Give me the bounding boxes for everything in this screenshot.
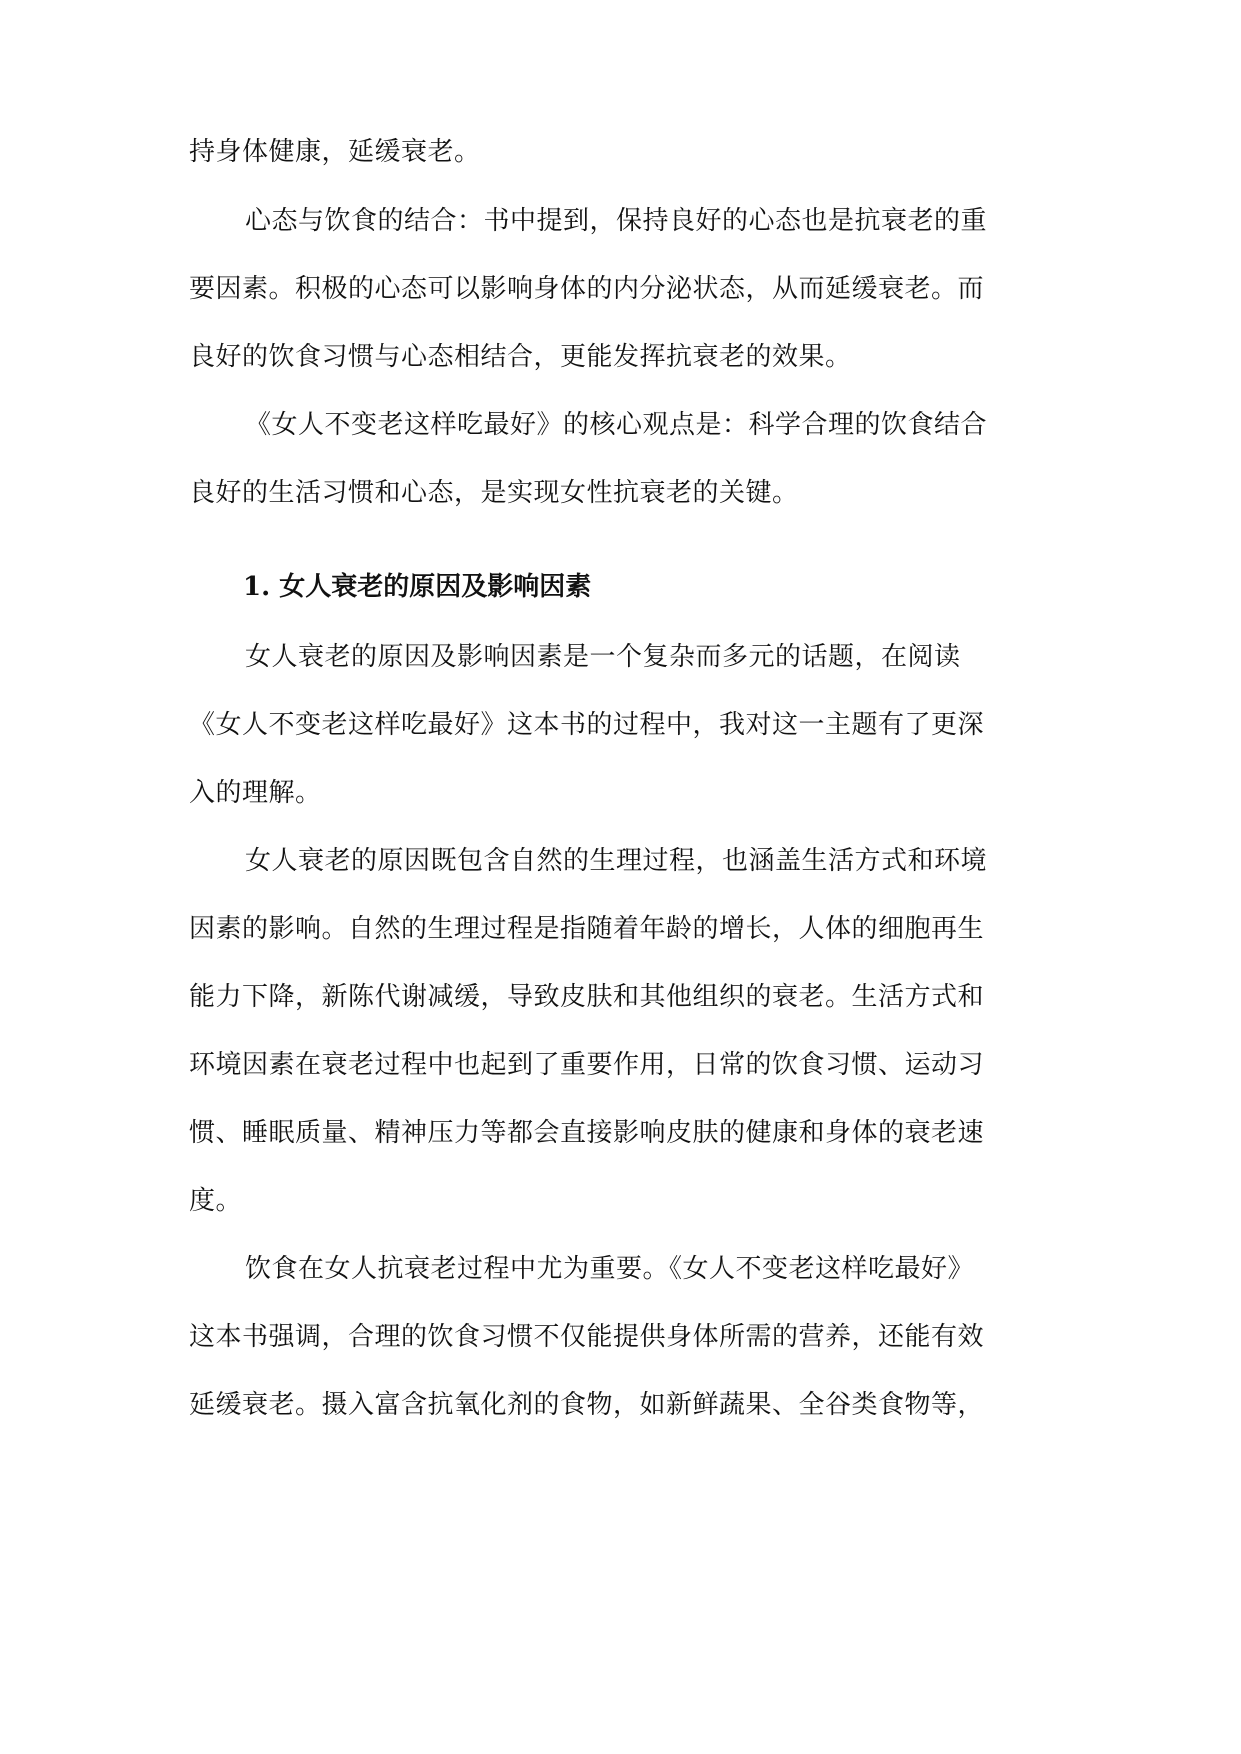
text-line: 入的理解。 [189,778,322,808]
text-line: 良好的生活习惯和心态，是实现女性抗衰老的关键。 [189,478,799,508]
paragraph-line: 《女人不变老这样吃最好》的核心观点是：科学合理的饮食结合 [245,410,988,440]
text-line: 要因素。积极的心态可以影响身体的内分泌状态，从而延缓衰老。而 [189,274,985,304]
text-line: 这本书强调，合理的饮食习惯不仅能提供身体所需的营养，还能有效 [189,1322,985,1352]
paragraph-line: 女人衰老的原因及影响因素是一个复杂而多元的话题，在阅读 [245,642,961,672]
text-line: 度。 [189,1186,243,1216]
paragraph-line: 心态与饮食的结合：书中提到，保持良好的心态也是抗衰老的重 [245,206,988,236]
paragraph-line: 饮食在女人抗衰老过程中尤为重要。《女人不变老这样吃最好》 [245,1254,975,1284]
text-line: 延缓衰老。摄入富含抗氧化剂的食物，如新鲜蔬果、全谷类食物等， [189,1390,985,1420]
text-line: 环境因素在衰老过程中也起到了重要作用，日常的饮食习惯、运动习 [189,1050,985,1080]
text-line: 《女人不变老这样吃最好》这本书的过程中，我对这一主题有了更深 [189,710,985,740]
text-line: 良好的饮食习惯与心态相结合，更能发挥抗衰老的效果。 [189,342,852,372]
text-line: 因素的影响。自然的生理过程是指随着年龄的增长，人体的细胞再生 [189,914,985,944]
text-line: 能力下降，新陈代谢减缓，导致皮肤和其他组织的衰老。生活方式和 [189,982,985,1012]
text-line: 持身体健康，延缓衰老。 [189,137,481,167]
text-line: 惯、睡眠质量、精神压力等都会直接影响皮肤的健康和身体的衰老速 [189,1118,985,1148]
section-heading: 1. 女人衰老的原因及影响因素 [243,572,592,602]
paragraph-line: 女人衰老的原因既包含自然的生理过程，也涵盖生活方式和环境 [245,846,988,876]
